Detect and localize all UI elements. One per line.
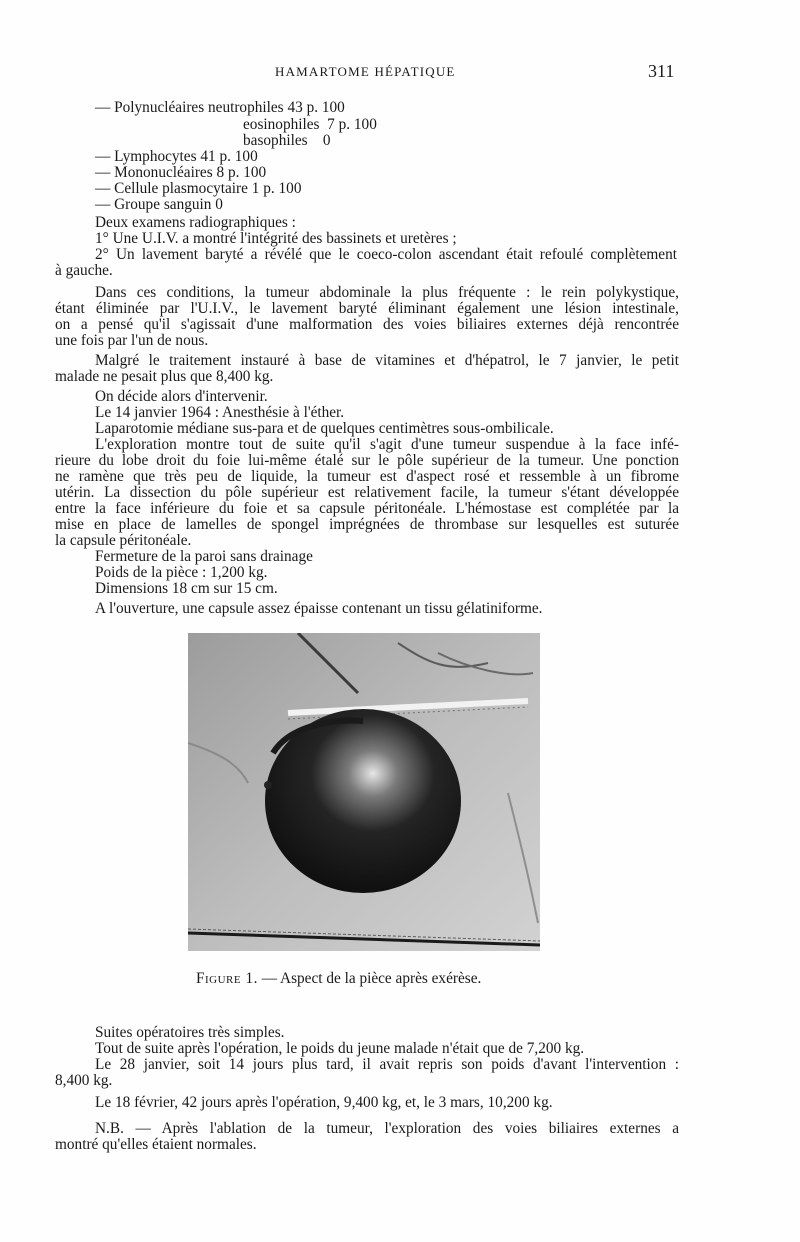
lab-line-lymphocytes: — Lymphocytes 41 p. 100 [95, 148, 258, 165]
exploration-line-5: entre la face inférieure du foie et sa capsule péritonéale. L'hémostase est complétée par la [55, 500, 679, 517]
exploration-line-3: ne ramène que très peu de liquide, la tumeur est d'aspect rosé et ressemble à un fibrome [55, 468, 679, 485]
conditions-line-1: Dans ces conditions, la tumeur abdominale la plus fréquente : le rein polykystique, [95, 284, 679, 301]
lab-line-eosinophiles: eosinophiles 7 p. 100 [243, 116, 377, 133]
exploration-line-2: rieure du lobe droit du foie lui-même étalé sur le pôle supérieur de la tumeur. Une ponction [55, 452, 679, 469]
radio-intro: Deux examens radiographiques : [95, 214, 296, 231]
radio-item-2-line-1: 2° Un lavement baryté a révélé que le coeco-colon ascendant était refoulé complètement [95, 246, 677, 263]
decision-line: On décide alors d'intervenir. [95, 388, 268, 405]
february-18-line: Le 18 février, 42 jours après l'opération, 9,400 kg, et, le 3 mars, 10,200 kg. [95, 1094, 553, 1111]
exploration-line-6: mise en place de lamelles de spongel imprégnées de thrombase sur lesquelles est suturée [55, 516, 679, 533]
treatment-line-2: malade ne pesait plus que 8,400 kg. [55, 368, 274, 385]
lab-line-plasmocytaire: — Cellule plasmocytaire 1 p. 100 [95, 180, 302, 197]
radio-item-1: 1° Une U.I.V. a montré l'intégrité des bassinets et uretères ; [95, 230, 457, 247]
post-op-line: Suites opératoires très simples. [95, 1024, 285, 1041]
page-header [0, 61, 800, 86]
lab-line-groupe-sanguin: — Groupe sanguin 0 [95, 196, 223, 213]
running-title: HAMARTOME HÉPATIQUE [275, 64, 456, 79]
figure-caption-text: — Aspect de la pièce après exérèse. [257, 970, 482, 987]
lab-line-mononucleaires: — Mononucléaires 8 p. 100 [95, 164, 267, 181]
january-28-line-2: 8,400 kg. [55, 1072, 113, 1089]
page-number: 311 [648, 61, 675, 81]
conditions-line-3: on a pensé qu'il s'agissait d'une malformation des voies biliaires externes déjà rencontrée [55, 316, 679, 333]
conditions-line-4: une fois par l'un de nous. [55, 332, 209, 349]
figure-caption [196, 970, 481, 988]
lab-line-neutrophiles: — Polynucléaires neutrophiles 43 p. 100 [95, 99, 345, 116]
radio-item-2-line-2: à gauche. [55, 262, 113, 279]
conditions-line-2: étant éliminée par l'U.I.V., le lavement baryté éliminant également une lésion intestinale, [55, 300, 679, 317]
figure-photograph [188, 633, 540, 951]
treatment-line-1: Malgré le traitement instauré à base de vitamines et d'hépatrol, le 7 janvier, le petit [95, 352, 679, 369]
nb-line-1: N.B. — Après l'ablation de la tumeur, l'exploration des voies biliaires externes a [95, 1120, 679, 1137]
tumor-specimen-image [188, 633, 540, 951]
opening-line: A l'ouverture, une capsule assez épaisse contenant un tissu gélatiniforme. [95, 600, 543, 617]
exploration-line-7: la capsule péritonéale. [55, 532, 192, 549]
dimensions-line: Dimensions 18 cm sur 15 cm. [95, 580, 278, 597]
lab-line-basophiles: basophiles 0 [243, 132, 331, 149]
exploration-line-1: L'exploration montre tout de suite qu'il s'agit d'une tumeur suspendue à la face infé- [95, 436, 679, 453]
weight-after-line: Tout de suite après l'opération, le poids du jeune malade n'était que de 7,200 kg. [95, 1040, 585, 1057]
laparotomy-line: Laparotomie médiane sus-para et de quelques centimètres sous-ombilicale. [95, 420, 554, 437]
nb-line-2: montré qu'elles étaient normales. [55, 1136, 257, 1153]
figure-label: Figure 1. [196, 970, 258, 987]
january-28-line-1: Le 28 janvier, soit 14 jours plus tard, il avait repris son poids d'avant l'intervention : [95, 1056, 679, 1073]
date-line: Le 14 janvier 1964 : Anesthésie à l'éther. [95, 404, 345, 421]
weight-line: Poids de la pièce : 1,200 kg. [95, 564, 268, 581]
exploration-line-4: utérin. La dissection du pôle supérieur est relativement facile, la tumeur s'étant développée [55, 484, 679, 501]
closure-line: Fermeture de la paroi sans drainage [95, 548, 313, 565]
